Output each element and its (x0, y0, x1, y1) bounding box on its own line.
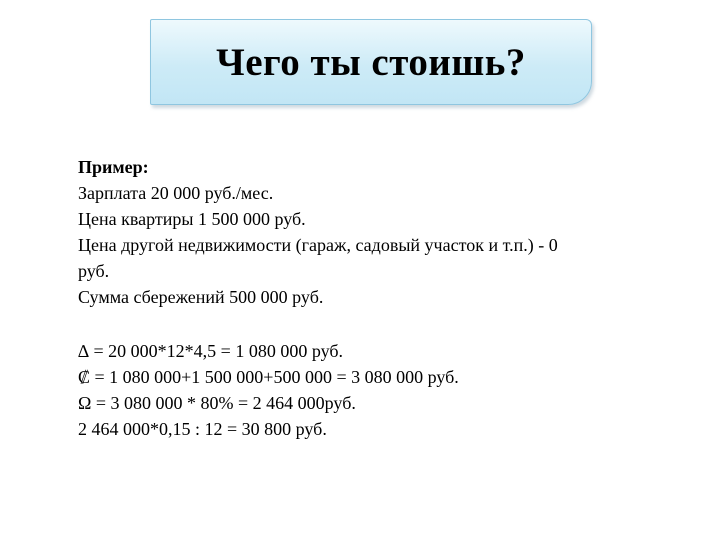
example-heading: Пример: (78, 157, 149, 177)
calc-line-colon: ₡ = 1 080 000+1 500 000+500 000 = 3 080 000 руб. (78, 367, 459, 387)
slide-title: Чего ты стоишь? (216, 40, 526, 84)
example-line-apartment: Цена квартиры 1 500 000 руб. (78, 209, 306, 229)
example-line-salary: Зарплата 20 000 руб./мес. (78, 183, 274, 203)
spacer (78, 310, 698, 338)
example-line-other-property: Цена другой недвижимости (гараж, садовый участок и т.п.) - 0 (78, 235, 558, 255)
example-line-savings: Сумма сбережений 500 000 руб. (78, 287, 324, 307)
slide-body (78, 154, 698, 442)
title-box (150, 19, 592, 105)
calc-line-omega: Ω = 3 080 000 * 80% = 2 464 000руб. (78, 393, 356, 413)
calc-line-delta: ∆ = 20 000*12*4,5 = 1 080 000 руб. (78, 341, 343, 361)
calc-line-result: 2 464 000*0,15 : 12 = 30 800 руб. (78, 419, 327, 439)
example-line-other-property-unit: руб. (78, 261, 110, 281)
